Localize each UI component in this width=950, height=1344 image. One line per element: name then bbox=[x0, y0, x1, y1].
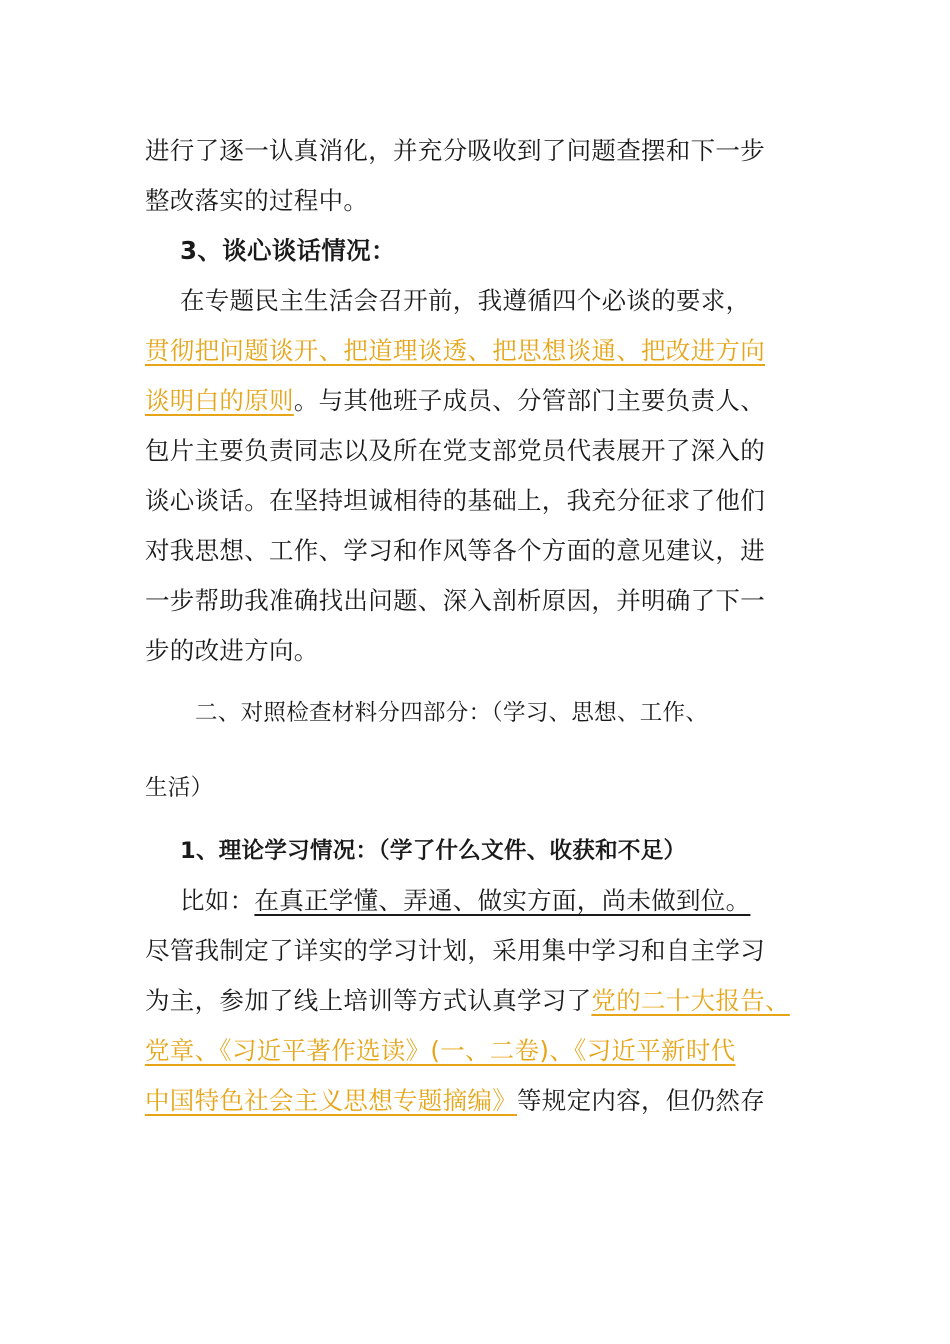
subheading-theory-study: 1、理论学习情况：（学了什么文件、收获和不足） bbox=[180, 838, 687, 864]
paragraph-line: 一步帮助我准确找出问题、深入剖析原因，并明确了下一 bbox=[145, 586, 765, 615]
paragraph-line: 谈心谈话。在坚持坦诚相待的基础上，我充分征求了他们 bbox=[145, 486, 765, 515]
paragraph-text: 等规定内容，但仍然存 bbox=[517, 1086, 765, 1115]
highlighted-text: 贯彻把问题谈开、把道理谈透、把思想谈通、把改进方向 bbox=[145, 336, 765, 365]
section-heading: 生活） bbox=[145, 775, 214, 801]
paragraph-line: 进行了逐一认真消化，并充分吸收到了问题查摆和下一步 bbox=[145, 136, 765, 165]
paragraph-text: 。与其他班子成员、分管部门主要负责人、 bbox=[293, 386, 766, 415]
paragraph-line bbox=[180, 884, 750, 918]
paragraph-line: 步的改进方向。 bbox=[145, 636, 319, 665]
underlined-text: 在真正学懂、弄通、做实方面，尚未做到位。 bbox=[254, 886, 751, 915]
paragraph-text: 比如： bbox=[180, 886, 255, 915]
paragraph-line: 整改落实的过程中。 bbox=[145, 186, 369, 215]
highlighted-text: 党章、《习近平著作选读》(一、二卷)、《习近平新时代 bbox=[145, 1036, 736, 1065]
paragraph-line bbox=[145, 984, 790, 1018]
paragraph-line: 尽管我制定了详实的学习计划，采用集中学习和自主学习 bbox=[145, 936, 765, 965]
highlighted-text: 党的二十大报告、 bbox=[591, 986, 790, 1015]
paragraph-text: 为主，参加了线上培训等方式认真学习了 bbox=[145, 986, 592, 1015]
section-heading: 二、对照检查材料分四部分：（学习、思想、工作、 bbox=[195, 700, 709, 726]
highlighted-text: 谈明白的原则 bbox=[145, 386, 294, 415]
paragraph-line bbox=[145, 384, 765, 418]
highlighted-text: 中国特色社会主义思想专题摘编》 bbox=[145, 1086, 517, 1115]
paragraph-line: 在专题民主生活会召开前，我遵循四个必谈的要求， bbox=[180, 286, 751, 315]
subheading-talks: 3、谈心谈话情况： bbox=[180, 236, 396, 265]
paragraph-line: 包片主要负责同志以及所在党支部党员代表展开了深入的 bbox=[145, 436, 765, 465]
paragraph-line: 对我思想、工作、学习和作风等各个方面的意见建议，进 bbox=[145, 536, 765, 565]
paragraph-line bbox=[145, 1084, 765, 1118]
